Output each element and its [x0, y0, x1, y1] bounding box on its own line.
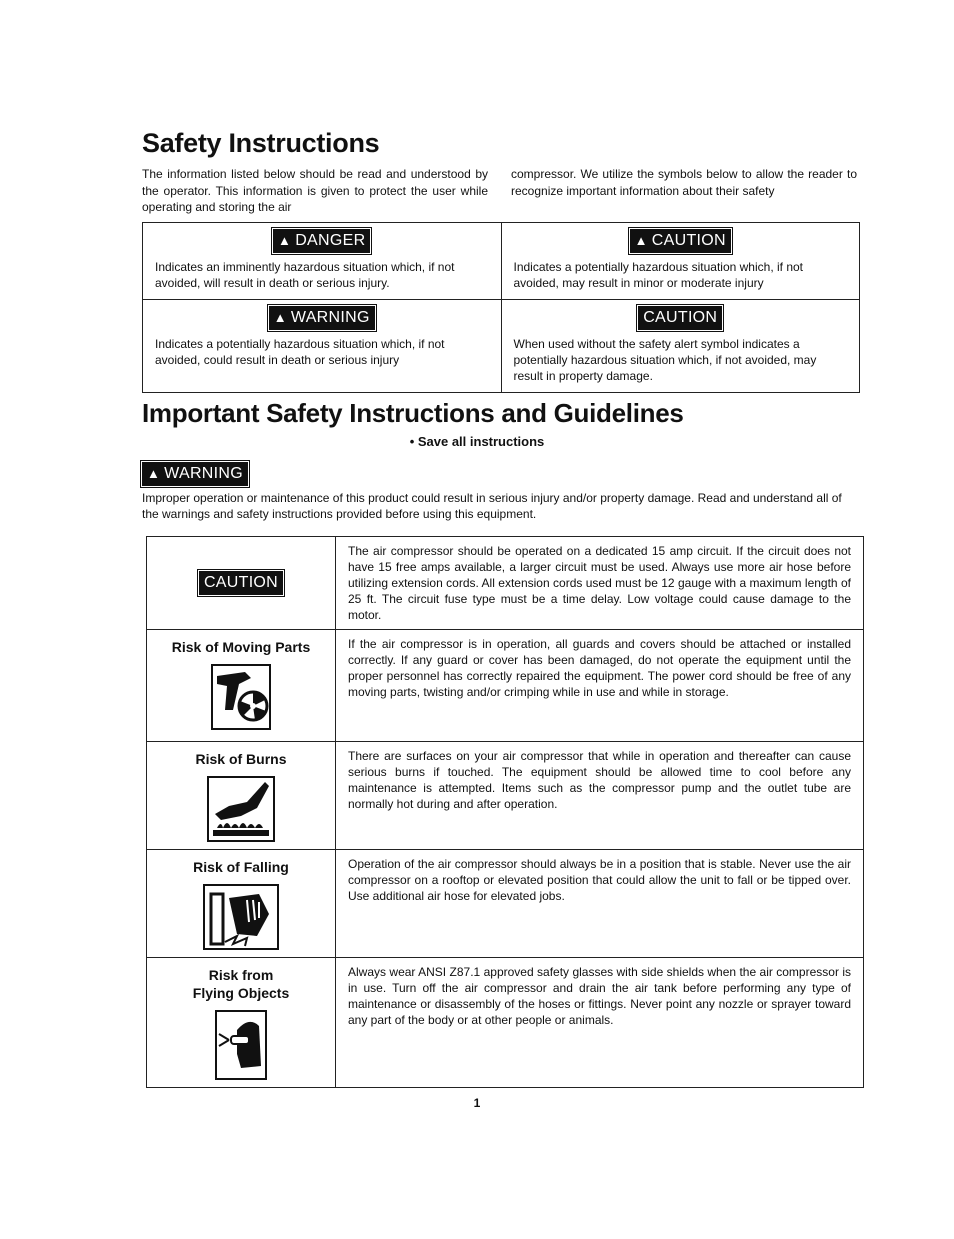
risk-table [146, 536, 864, 1088]
general-warning-badge: ▲ WARNING [142, 462, 248, 486]
table-row [147, 958, 864, 1088]
general-warning-text: Improper operation or maintenance of this product could result in serious injury and/or property damage. Read and understand all of the warnings and safety instructions provided before using this equipment. [142, 491, 842, 521]
danger-badge: ▲ DANGER [273, 229, 370, 253]
warning-badge: ▲ WARNING [269, 306, 375, 330]
caution-plain-badge: CAUTION [638, 306, 722, 330]
danger-cell [143, 223, 502, 300]
table-row [147, 630, 864, 742]
moving-parts-text: If the air compressor is in operation, all guards and covers should be attached or installed correctly. If any guard or cover has been damaged, do not operate the equipment until the proper personnel has correctly repaired the equipment. The power cord should be free of any moving parts, twisting and/or crimping while in use and while in storage. [336, 630, 864, 742]
warning-cell [143, 300, 502, 393]
circuit-caution-text: The air compressor should be operated on a dedicated 15 amp circuit. If the circuit does not have 15 free amps available, a larger circuit must be used. Always use more air hose before utilizing extension cords. All extension cords used must be 12 gauge with a maximum length of 25 ft. The circuit fuse type must be a time delay. Low voltage could cause damage to the motor. [336, 537, 864, 630]
circuit-caution-badge: CAUTION [199, 571, 283, 595]
save-instructions-note: • Save all instructions [409, 434, 545, 449]
flying-objects-text: Always wear ANSI Z87.1 approved safety glasses with side shields when the air compressor is in use. Turn off the air compressor and drain the air tank before performing any type of maintenance or disassembly of the hoses or fittings. Never point any nozzle or sprayer toward any part of the body or at other people or animals. [336, 958, 864, 1088]
danger-text: Indicates an imminently hazardous situation which, if not avoided, will result in death or serious injury. [155, 260, 455, 290]
caution-plain-cell [501, 300, 860, 393]
table-row [147, 537, 864, 630]
risk-title: Risk of Burns [195, 751, 287, 767]
burn-hazard-icon [207, 776, 275, 842]
falling-label-cell [147, 850, 336, 958]
caution-alert-text: Indicates a potentially hazardous situation which, if not avoided, may result in minor or moderate injury [513, 260, 804, 290]
caution-alert-cell [501, 223, 860, 300]
intro-text-left: The information listed below should be read and understood by the operator. This information is given to protect the user while operating and storing the air [142, 167, 488, 214]
moving-parts-icon [211, 664, 271, 730]
falling-text: Operation of the air compressor should always be in a position that is stable. Never use the air compressor on a rooftop or elevated position that could allow the unit to fall or be tipped over. Use additional air hose for elevated jobs. [336, 850, 864, 958]
intro-text-right: compressor. We utilize the symbols below to allow the reader to recognize important information about their safety [511, 167, 857, 198]
caution-alert-badge: ▲ CAUTION [630, 229, 731, 253]
warning-text: Indicates a potentially hazardous situation which, if not avoided, could result in death or serious injury [155, 337, 445, 367]
alert-triangle-icon: ▲ [147, 466, 161, 481]
caution-label-cell [147, 537, 336, 630]
caution-plain-text: When used without the safety alert symbol indicates a potentially hazardous situation which, if not avoided, may result in property damage. [513, 337, 817, 383]
alert-triangle-icon: ▲ [278, 233, 292, 248]
alert-triangle-icon: ▲ [634, 233, 648, 248]
page-title: Safety Instructions [142, 128, 380, 158]
table-row [147, 742, 864, 850]
page-number: 1 [473, 1096, 481, 1110]
moving-parts-label-cell [147, 630, 336, 742]
general-warning-badge-wrap [142, 462, 248, 486]
eye-protection-icon [215, 1010, 267, 1080]
burns-text: There are surfaces on your air compressor that while in operation and thereafter can cause serious burns if touched. The equipment should be allowed time to cool before any maintenance is attempted. Items such as the compressor pump and the outlet tube are normally hot during and after operation. [336, 742, 864, 850]
risk-title-line-2: Flying Objects [192, 985, 290, 1001]
risk-title: Risk of Moving Parts [171, 639, 311, 655]
signal-words-table [142, 222, 860, 393]
risk-title: Risk of Falling [193, 859, 289, 875]
table-row [147, 850, 864, 958]
risk-title: Risk from [208, 967, 274, 983]
section-title: Important Safety Instructions and Guidelines [142, 398, 684, 428]
falling-hazard-icon [203, 884, 279, 950]
alert-triangle-icon: ▲ [273, 310, 287, 325]
burns-label-cell [147, 742, 336, 850]
flying-objects-label-cell [147, 958, 336, 1088]
